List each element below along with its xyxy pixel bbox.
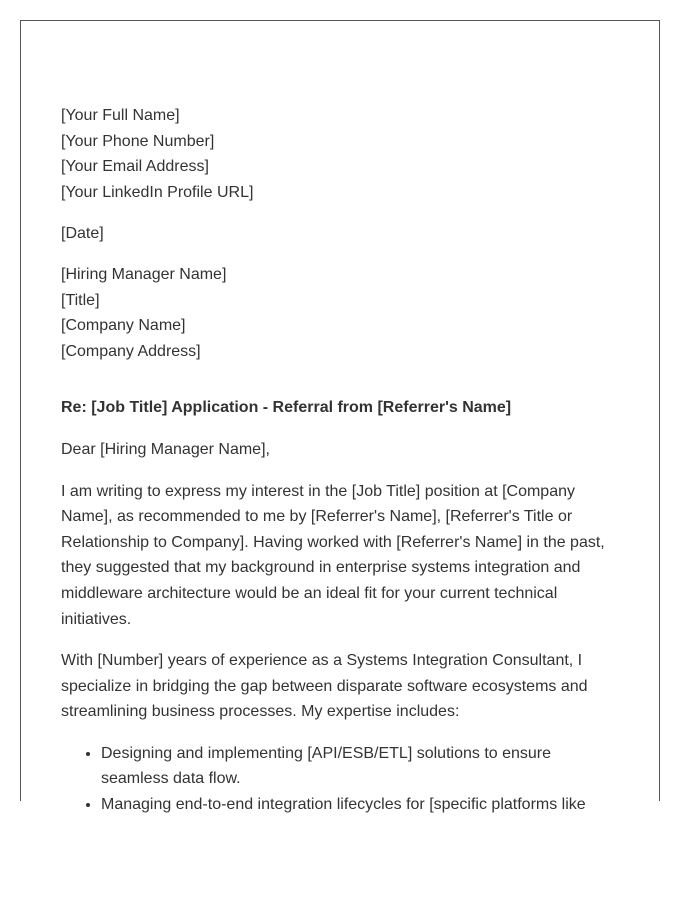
letter-page <box>20 20 660 814</box>
letter-date: [Date] <box>61 224 104 242</box>
letter-body <box>61 103 621 818</box>
recipient-block <box>61 262 621 364</box>
sender-linkedin: [Your LinkedIn Profile URL] <box>61 183 254 201</box>
sender-block <box>61 103 621 205</box>
sender-email: [Your Email Address] <box>61 158 209 176</box>
date-block <box>61 221 621 247</box>
subject-line: Re: [Job Title] Application - Referral from [Referrer's Name] <box>61 399 512 417</box>
list-item: • Managing end-to-end integration lifecycles for [specific platforms like <box>101 792 621 818</box>
sender-name: [Your Full Name] <box>61 107 180 124</box>
recipient-name: [Hiring Manager Name] <box>61 265 227 283</box>
paragraph-intro: I am writing to express my interest in the [Job Title] position at [Company Name], as recommended to me by [Referrer's Name], [Referrer's Title or Relationship to Company]. Having worked with [Referrer's Name] in the past, they suggested that my background in enterprise systems integration and middleware architecture would be an ideal fit for your current technical initiatives. <box>61 482 605 628</box>
recipient-title: [Title] <box>61 291 100 309</box>
paragraph-experience: With [Number] years of experience as a Systems Integration Consultant, I specialize in bridging the gap between disparate software ecosystems and streamlining business processes. My expertise includes: <box>61 652 588 721</box>
expertise-list <box>61 741 621 818</box>
salutation: Dear [Hiring Manager Name], <box>61 440 270 458</box>
sender-phone: [Your Phone Number] <box>61 132 215 150</box>
list-item: • Designing and implementing [API/ESB/ETL] solutions to ensure seamless data flow. <box>101 741 621 792</box>
recipient-address: [Company Address] <box>61 342 201 360</box>
recipient-company: [Company Name] <box>61 317 186 335</box>
